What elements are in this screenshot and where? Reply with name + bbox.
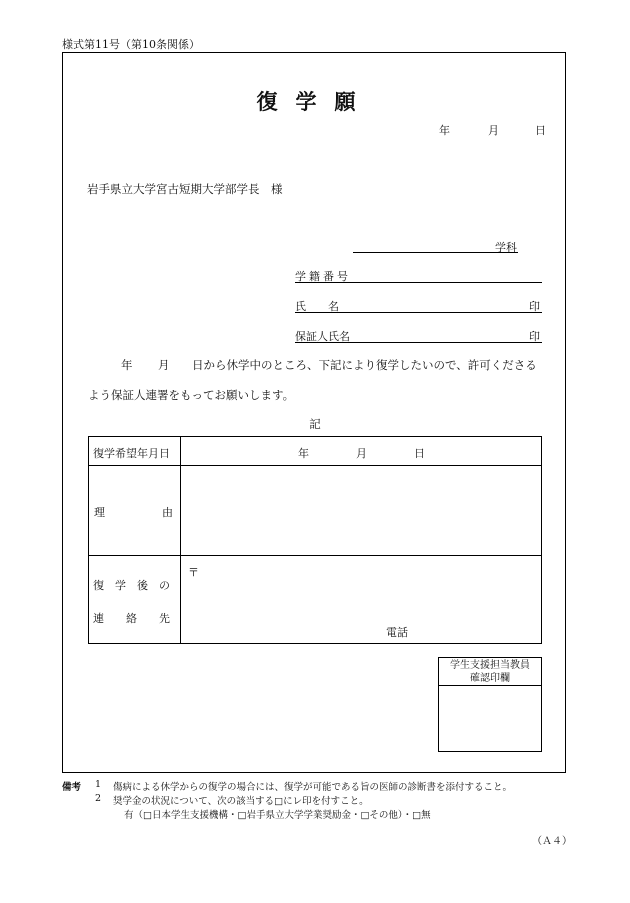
contact-label-a: 復 学 後 の [93, 579, 170, 592]
name-field[interactable] [295, 312, 542, 313]
page-title: 復学願 [256, 89, 374, 114]
return-date-label: 復学希望年月日 [93, 447, 170, 460]
name-seal: 印 [529, 300, 540, 313]
stamp-box [438, 657, 542, 752]
form-number: 様式第11号（第10条関係） [62, 38, 200, 51]
note-1-number: 1 [95, 779, 102, 790]
stamp-box-subtitle: 確認印欄 [470, 673, 510, 684]
student-id-label: 学籍番号 [295, 270, 351, 283]
date-day: 日 [535, 124, 546, 137]
date-year: 年 [439, 124, 450, 137]
guarantor-field[interactable] [295, 342, 542, 343]
phone-label: 電話 [386, 626, 408, 639]
date-month: 月 [488, 124, 499, 137]
note-2-number: 2 [95, 793, 102, 804]
postal-mark: 〒 [188, 566, 199, 579]
stamp-box-title: 学生支援担当教員 [450, 660, 530, 671]
return-date-year: 年 [298, 447, 309, 460]
ki-mark: 記 [309, 417, 321, 431]
addressee: 岩手県立大学宮古短期大学部学長 様 [87, 182, 283, 196]
guarantor-seal: 印 [529, 330, 540, 343]
contact-label-b: 連 絡 先 [93, 612, 170, 625]
table-row-divider [88, 465, 542, 466]
reason-label-a: 理 [94, 506, 105, 519]
department-underline [353, 252, 518, 253]
note-2-text: 奨学金の状況について、次の該当する□にレ印を付すこと。 [113, 796, 369, 807]
table-row-divider [88, 555, 542, 556]
table-col-divider [180, 436, 181, 644]
body-line2: よう保証人連署をもってお願いします。 [88, 388, 295, 402]
return-date-month: 月 [356, 447, 367, 460]
body-line1: 日から休学中のところ、下記により復学したいので、許可くださる [192, 358, 537, 372]
stamp-box-header [439, 658, 541, 686]
return-date-day: 日 [414, 447, 425, 460]
body-month: 月 [158, 358, 170, 372]
body-year: 年 [121, 358, 133, 372]
department-suffix: 学科 [495, 241, 517, 254]
reason-field[interactable] [182, 467, 540, 553]
student-id-field[interactable] [295, 282, 542, 283]
guarantor-label: 保証人氏名 [295, 330, 350, 343]
note-1-text: 傷病による休学からの復学の場合には、復学が可能である旨の医師の診断書を添付すること。 [113, 782, 513, 793]
note-2-options: 有（□日本学生支援機構・□岩手県立大学学業奨励金・□その他）・□無 [124, 810, 431, 821]
name-label: 氏 名 [295, 300, 339, 313]
paper-size: （Ａ４） [532, 836, 572, 847]
reason-label-b: 由 [162, 506, 173, 519]
notes-heading: 備考 [62, 782, 82, 793]
